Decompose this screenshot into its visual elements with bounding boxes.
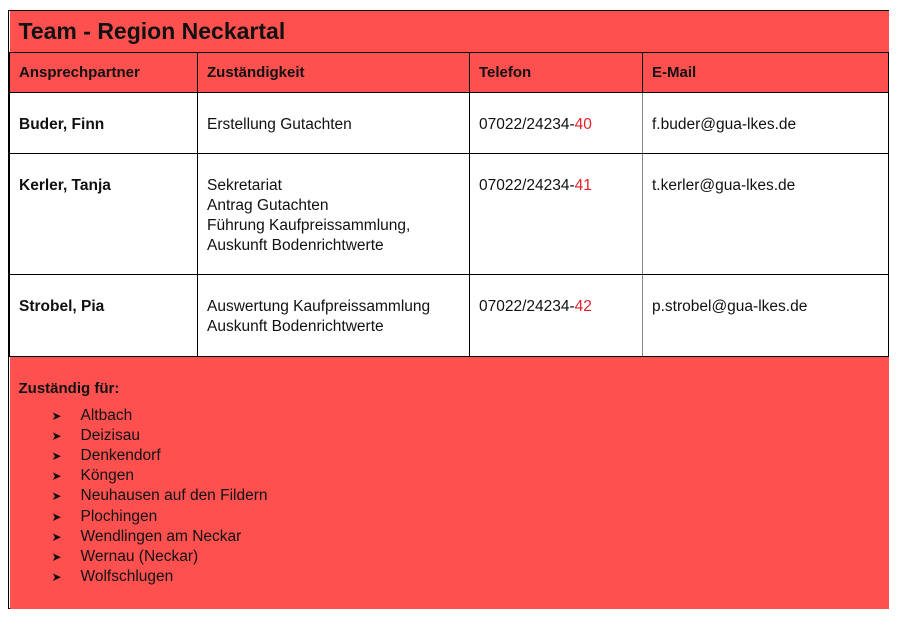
responsibility-line: Führung Kaufpreissammlung, (207, 216, 411, 234)
responsibility-line: Auskunft Bodenrichtwerte (207, 236, 384, 254)
column-header-contact: Ansprechpartner (10, 52, 198, 92)
place-name: Wolfschlugen (80, 568, 174, 586)
contact-name: Kerler, Tanja (10, 153, 198, 274)
place-name: Deizisau (80, 426, 140, 444)
column-header-email: E-Mail (643, 52, 889, 92)
header-row (10, 52, 889, 92)
list-item (52, 466, 880, 486)
responsibility-line: Antrag Gutachten (207, 196, 329, 214)
place-name: Wendlingen am Neckar (80, 527, 242, 545)
place-name: Köngen (80, 467, 134, 485)
contact-name: Strobel, Pia (10, 274, 198, 356)
phone-extension: 41 (574, 176, 592, 194)
team-sheet (8, 10, 889, 609)
list-item (52, 486, 880, 506)
place-name: Wernau (Neckar) (80, 547, 199, 565)
footer-title: Zuständig für: (18, 379, 120, 397)
email-link[interactable]: p.strobel@gua-lkes.de (643, 274, 889, 356)
responsibility-line: Auskunft Bodenrichtwerte (207, 317, 384, 335)
page-title: Team - Region Neckartal (10, 11, 889, 52)
place-name: Altbach (80, 406, 133, 424)
place-name: Denkendorf (80, 446, 161, 464)
arrow-bullet-icon: ➤ (51, 469, 62, 484)
phone-cell (470, 153, 643, 274)
list-item (52, 446, 880, 466)
team-table (9, 11, 889, 609)
table-row (10, 92, 889, 153)
list-item (52, 527, 880, 547)
column-header-phone: Telefon (470, 52, 643, 92)
title-row (10, 11, 889, 52)
phone-extension: 40 (574, 115, 592, 133)
arrow-bullet-icon: ➤ (51, 549, 62, 564)
responsibility-line: Auswertung Kaufpreissammlung (207, 297, 431, 315)
list-item (52, 507, 880, 527)
phone-base: 07022/24234- (479, 176, 575, 194)
email-link[interactable]: f.buder@gua-lkes.de (643, 92, 889, 153)
email-link[interactable]: t.kerler@gua-lkes.de (643, 153, 889, 274)
places-list (19, 406, 880, 588)
footer-row (10, 356, 889, 609)
table-row (10, 274, 889, 356)
arrow-bullet-icon: ➤ (51, 529, 62, 544)
arrow-bullet-icon: ➤ (51, 448, 62, 463)
phone-cell (470, 92, 643, 153)
arrow-bullet-icon: ➤ (51, 408, 62, 423)
phone-base: 07022/24234- (479, 115, 575, 133)
responsibility-line: Erstellung Gutachten (207, 115, 352, 133)
column-header-responsibility: Zuständigkeit (198, 52, 470, 92)
contact-name: Buder, Finn (10, 92, 198, 153)
place-name: Neuhausen auf den Fildern (80, 487, 268, 505)
list-item (52, 567, 880, 587)
responsibility-line: Sekretariat (207, 176, 282, 194)
footer-cell (10, 356, 889, 609)
list-item (52, 426, 880, 446)
arrow-bullet-icon: ➤ (51, 570, 62, 585)
responsibility-cell (198, 153, 470, 274)
arrow-bullet-icon: ➤ (51, 428, 62, 443)
responsibility-cell (198, 92, 470, 153)
arrow-bullet-icon: ➤ (51, 489, 62, 504)
phone-extension: 42 (574, 297, 592, 315)
arrow-bullet-icon: ➤ (51, 509, 62, 524)
place-name: Plochingen (80, 507, 158, 525)
list-item (52, 406, 880, 426)
phone-base: 07022/24234- (479, 297, 575, 315)
responsibility-cell (198, 274, 470, 356)
phone-cell (470, 274, 643, 356)
table-row (10, 153, 889, 274)
list-item (52, 547, 880, 567)
